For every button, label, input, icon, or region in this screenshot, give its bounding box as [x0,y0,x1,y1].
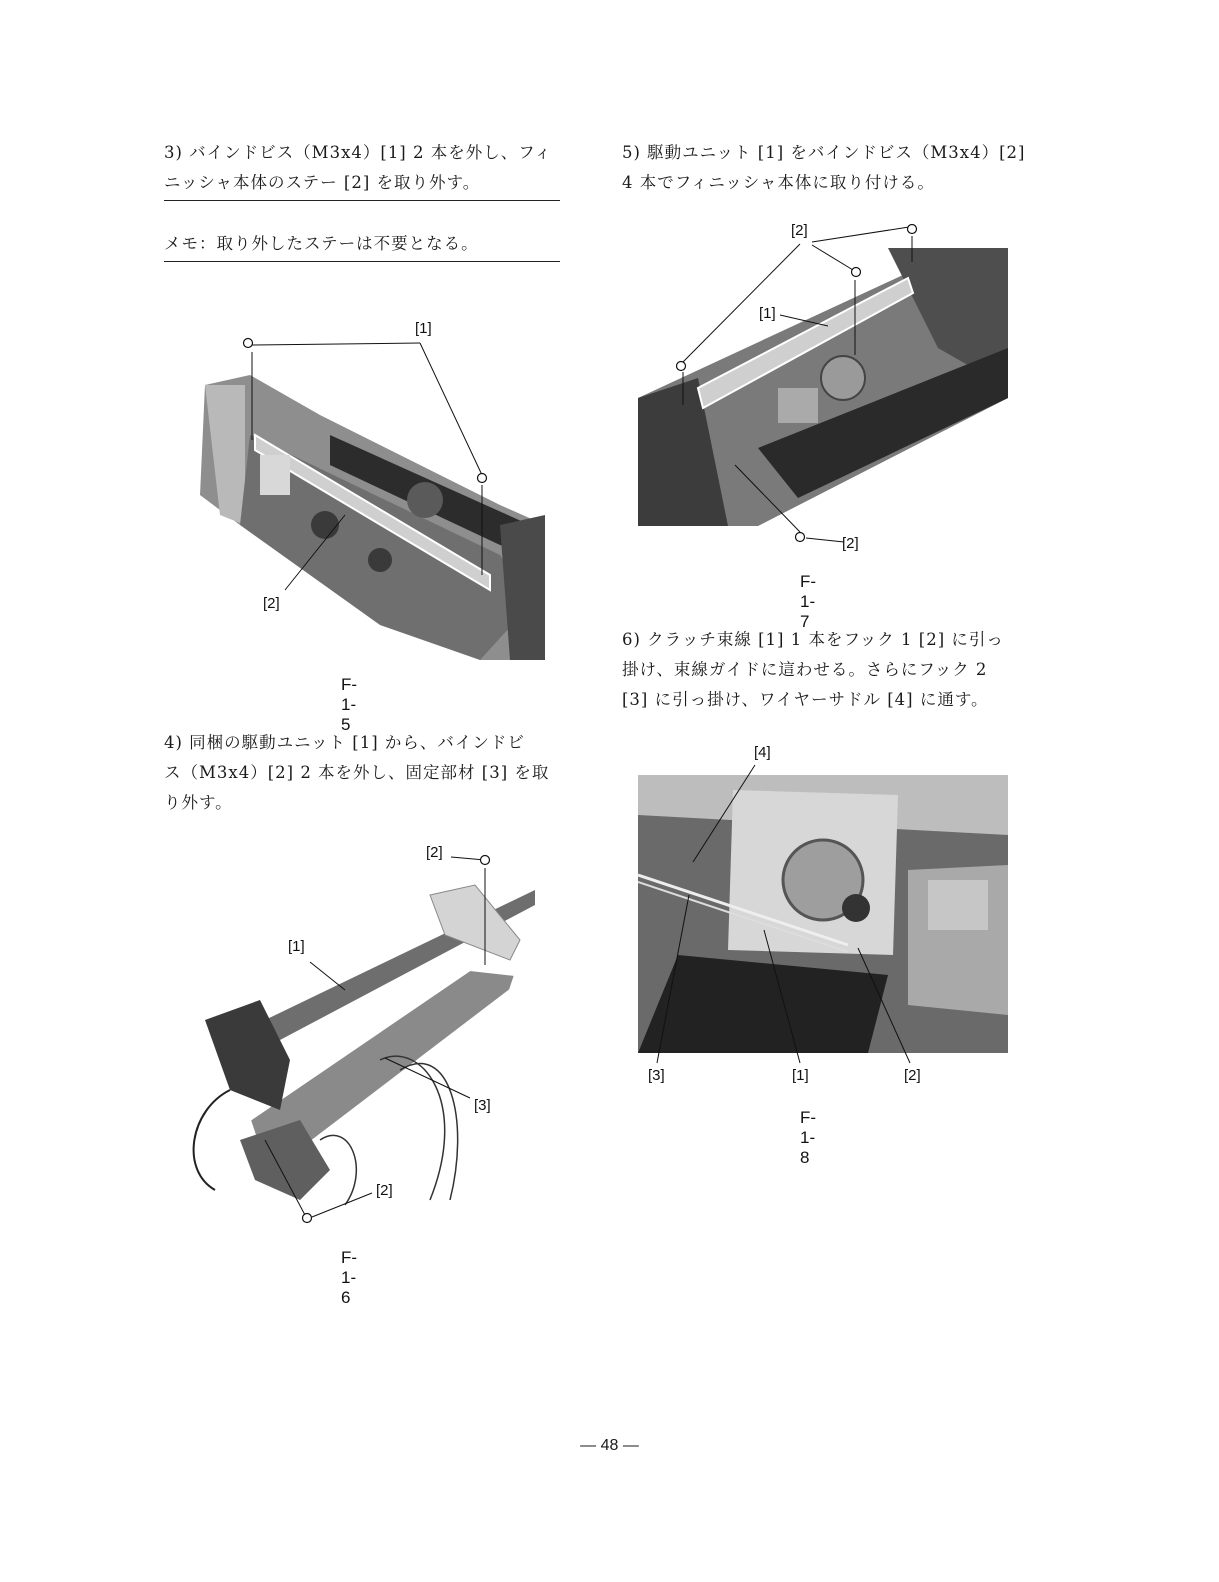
step-6-line-2: 掛け、束線ガイドに這わせる。さらにフック 2 [622,660,988,679]
f-1-5-caption: F-1-5 [341,675,358,734]
step-3-line-2: ニッシャ本体のステー [2] を取り外す。 [164,173,481,192]
step-6-line-1: 6) クラッチ束線 [1] 1 本をフック 1 [2] に引っ [622,630,1004,649]
step-6-line-3: [3] に引っ掛け、ワイヤーサドル [4] に通す。 [622,690,989,709]
f-1-7-label-1: [1] [759,305,776,322]
step-4-line-2: ス（M3x4）[2] 2 本を外し、固定部材 [3] を取 [164,763,550,782]
f-1-5-label-2: [2] [263,595,280,612]
step-3-line-1: 3) バインドビス（M3x4）[1] 2 本を外し、フィ [164,143,552,162]
f-1-8-label-3: [3] [648,1067,665,1084]
f-1-6-label-1: [1] [288,938,305,955]
f-1-7-label-2-top: [2] [791,222,808,239]
f-1-6-label-2-bottom: [2] [376,1182,393,1199]
f-1-5-label-1: [1] [415,320,432,337]
f-1-8-label-1: [1] [792,1067,809,1084]
f-1-6-caption: F-1-6 [341,1248,358,1307]
step-5-line-2: 4 本でフィニッシャ本体に取り付ける。 [622,173,935,192]
page-number: — 48 — [580,1437,639,1454]
f-1-8-label-2: [2] [904,1067,921,1084]
f-1-7-caption: F-1-7 [800,572,817,631]
f-1-8-label-4: [4] [754,744,771,761]
step-5-line-1: 5) 駆動ユニット [1] をバインドビス（M3x4）[2] [622,143,1026,162]
step-4-line-1: 4) 同梱の駆動ユニット [1] から、バインドビ [164,733,525,752]
f-1-8-caption: F-1-8 [800,1108,817,1167]
step-4-line-3: り外す。 [164,793,233,812]
f-1-7-label-2-bottom: [2] [842,535,859,552]
f-1-6-label-3: [3] [474,1097,491,1114]
f-1-6-label-2-top: [2] [426,844,443,861]
memo-note: メモ：取り外したステーは不要となる。 [164,234,479,253]
